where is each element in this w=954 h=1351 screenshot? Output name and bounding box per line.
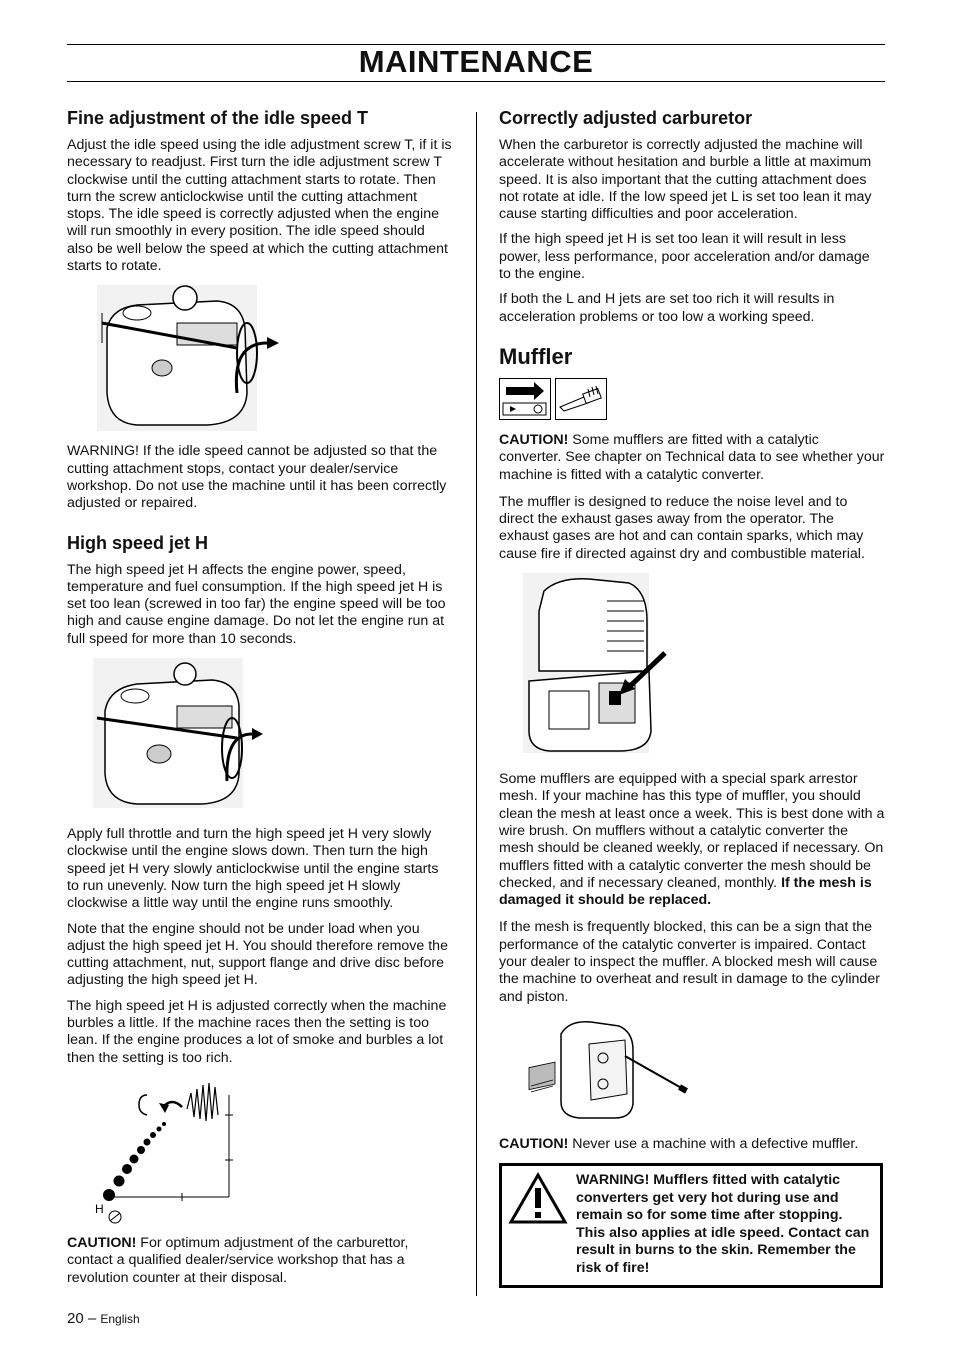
muffler-mesh-illustration [499,1014,885,1126]
muffler-caution-1 [499,432,885,484]
wire-brush-icon [555,378,607,420]
caution-text: For optimum adjustment of the carburettor, contact a qualified dealer/service workshop that has a revolution counter at their disposal. [67,1234,409,1286]
right-column [499,108,885,1288]
arrow-manual-icon [499,378,551,420]
page-title: MAINTENANCE [358,44,594,79]
high-speed-paragraph-1: The high speed jet H affects the engine power, speed, temperature and fuel consumption. If the high speed jet H is set too lean (screwed in too far) the engine speed will be too high and cause engine damage. Do not let the engine run at full speed for more than 10 seconds. [67,561,446,647]
carburetor-paragraph-1: When the carburetor is correctly adjusted the machine will accelerate without hesitation and burble a little at maximum speed. It is also important that the cutting attachment does not rotate at idle. If the low speed jet L is set too lean it may cause starting difficulties and poor acceleration. [499,137,872,223]
section-heading-high-speed-jet: High speed jet H [67,532,209,553]
muffler-paragraph-1: The muffler is designed to reduce the noise level and to direct the exhaust gases away from the operator. The exhaust gases are hot and can contain sparks, which may cause fire if directed against dry and combustible material. [499,493,865,562]
spark-arrestor-bold: If the mesh is damaged it should be replaced. [499,874,872,909]
muffler-paragraph-2 [499,771,885,909]
idle-speed-warning: WARNING! If the idle speed cannot be adjusted so that the cutting attachment stops, contact your dealer/service workshop. Do not use the machine until it has been correctly adjusted or repaired. [67,443,447,512]
section-heading-muffler: Muffler [499,343,573,369]
carburetor-paragraph-2: If the high speed jet H is set too lean it will result in less power, less performance, poor acceleration and/or damage to the engine. [499,231,870,283]
left-caution [67,1235,453,1287]
page-footer [67,1310,140,1327]
catalytic-warning-box [499,1163,883,1288]
catalytic-warning-text: WARNING! Mufflers fitted with catalytic converters get very hot during use and remain so for some time after stopping. This also applies at idle speed. Contact can result in burns to the skin. Remember the risk of fire! [576,1172,870,1276]
h-jet-label: H [95,1201,104,1216]
idle-screw-illustration [67,283,453,433]
section-heading-idle-speed: Fine adjustment of the idle speed T [67,108,369,128]
idle-speed-paragraph: Adjust the idle speed using the idle adjustment screw T, if it is necessary to readjust. First turn the idle adjustment screw T clockwise until the cutting attachment starts to rotate. Then turn the screw anticlockwise until the cutting attachment stops. The idle speed is correctly adjusted when the engine will run smoothly in every position. The idle speed should also be well below the speed at which the cutting attachment starts to rotate. [67,137,452,275]
caution2-label: CAUTION! [499,1135,569,1152]
warning-triangle-icon [508,1172,576,1277]
muffler-symbols [499,378,885,420]
header-rule-bottom [67,81,885,82]
caution1-text: Some mufflers are fitted with a catalytic converter. See chapter on Technical data to see whether your machine is fitted with a catalytic converter. [499,431,885,483]
high-speed-paragraph-2: Apply full throttle and turn the high speed jet H very slowly clockwise until the engine slows down. Then turn the high speed jet H very slowly anticlockwise until the engine starts to run unevenly. Now turn the high speed jet H slowly clockwise a little way until the engine runs smoothly. [67,826,439,912]
caution2-text: Never use a machine with a defective muffler. [568,1135,859,1152]
section-heading-carburetor: Correctly adjusted carburetor [499,108,753,128]
caution-label: CAUTION! [67,1234,137,1251]
left-column [67,108,453,1295]
footer-language: English [100,1312,140,1326]
high-speed-paragraph-3: Note that the engine should not be under load when you adjust the high speed jet H. You should therefore remove the cutting attachment, nut, support flange and drive disc before adjusting the high speed jet H. [67,920,448,989]
column-divider [476,112,477,1296]
muffler-paragraph-3: If the mesh is frequently blocked, this can be a sign that the performance of the catalytic converter is impaired. Contact your dealer to inspect the muffler. A blocked mesh will cause the machine to overheat and result in damage to the cylinder and piston. [499,919,880,1005]
muffler-location-illustration [499,571,885,761]
muffler-caution-2 [499,1136,885,1153]
spark-arrestor-text: Some mufflers are equipped with a special spark arrestor mesh. If your machine has this type of muffler, you should clean the mesh at least once a week. This is best done with a wire brush. On mufflers without a catalytic converter the mesh should be cleaned weekly, or replaced if necessary. On mufflers fitted with a catalytic converter the mesh should be checked, and if necessary cleaned, monthly. [499,771,885,891]
burble-diagram [67,1075,453,1225]
page-number: 20 – [67,1310,101,1327]
carburetor-paragraph-3: If both the L and H jets are set too rich it will results in acceleration problems or too low a working speed. [499,291,835,325]
high-speed-jet-illustration [67,656,453,816]
caution1-label: CAUTION! [499,431,569,448]
high-speed-paragraph-4: The high speed jet H is adjusted correctly when the machine burbles a little. If the machine races then the setting is too lean. If the engine produces a lot of smoke and burbles a lot then the setting is too rich. [67,997,447,1066]
